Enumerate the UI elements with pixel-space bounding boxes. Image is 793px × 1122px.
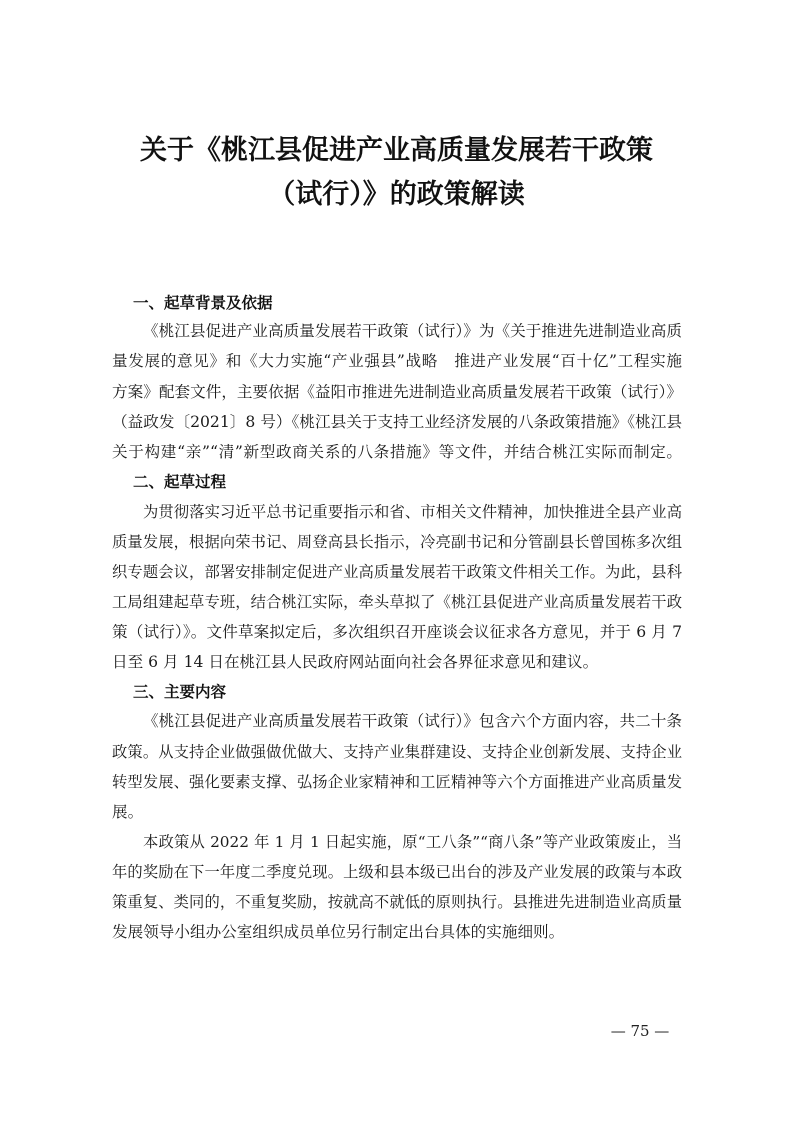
paragraph-line: 质量发展，根据向荣书记、周登高县长指示，冷亮副书记和分管副县长曾国栋多次组 — [112, 533, 682, 551]
paragraph-line: 《桃江县促进产业高质量发展若干政策（试行）》包含六个方面内容，共二十条 — [143, 712, 682, 730]
section-heading-process: 二、起草过程 — [133, 473, 227, 491]
paragraph-line: 策重复、类同的，不重复奖励，按就高不就低的原则执行。县推进先进制造业高质量 — [112, 893, 682, 911]
paragraph-line: 本政策从 2022 年 1 月 1 日起实施，原“工八条”“商八条”等产业政策废止，当 — [143, 833, 682, 851]
section-heading-content: 三、主要内容 — [133, 683, 227, 701]
paragraph-line: 展。 — [112, 803, 144, 821]
paragraph-line: 关于构建“亲”“清”新型政商关系的八条措施》等文件，并结合桃江实际而制定。 — [112, 443, 682, 461]
paragraph-line: （益政发〔2021〕8 号）《桃江县关于支持工业经济发展的八条政策措施》《桃江县 — [112, 413, 682, 431]
paragraph-line: 发展领导小组办公室组织成员单位另行制定出台具体的实施细则。 — [112, 923, 565, 941]
paragraph-line: 织专题会议，部署安排制定促进产业高质量发展若干政策文件相关工作。为此，县科 — [112, 563, 682, 581]
paragraph-line: 工局组建起草专班，结合桃江实际，牵头草拟了《桃江县促进产业高质量发展若干政 — [112, 593, 682, 611]
section-heading-background: 一、起草背景及依据 — [133, 294, 273, 312]
paragraph-line: 年的奖励在下一年度二季度兑现。上级和县本级已出台的涉及产业发展的政策与本政 — [112, 863, 682, 881]
paragraph-line: 方案》配套文件，主要依据《益阳市推进先进制造业高质量发展若干政策（试行）》 — [112, 383, 682, 401]
paragraph-line: 为贯彻落实习近平总书记重要指示和省、市相关文件精神，加快推进全县产业高 — [143, 503, 682, 521]
paragraph-line: 转型发展、强化要素支撑、弘扬企业家精神和工匠精神等六个方面推进产业高质量发 — [112, 773, 682, 791]
page-number: — 75 — — [610, 1022, 670, 1040]
title-line-1: 关于《桃江县促进产业高质量发展若干政策 — [140, 135, 653, 166]
paragraph-line: 政策。从支持企业做强做优做大、支持产业集群建设、支持企业创新发展、支持企业 — [112, 743, 682, 761]
paragraph-line: 《桃江县促进产业高质量发展若干政策（试行）》为《关于推进先进制造业高质 — [143, 322, 682, 340]
title-line-2: （试行）》的政策解读 — [268, 179, 525, 210]
paragraph-line: 量发展的意见》和《大力实施“产业强县”战略 推进产业发展“百十亿”工程实施 — [112, 352, 682, 370]
paragraph-line: 日至 6 月 14 日在桃江县人民政府网站面向社会各界征求意见和建议。 — [112, 653, 599, 671]
paragraph-line: 策（试行）》。文件草案拟定后，多次组织召开座谈会议征求各方意见，并于 6 月 7 — [112, 623, 682, 641]
